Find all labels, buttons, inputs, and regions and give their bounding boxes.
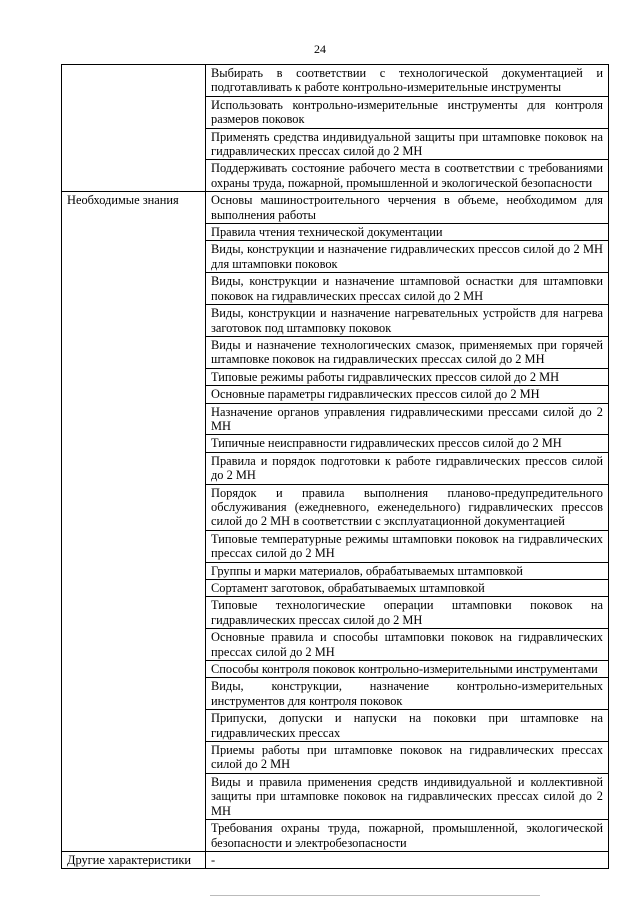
- footer-divider: [210, 895, 540, 896]
- item-cell: Типичные неисправности гидравлических прессов силой до 2 МН: [206, 435, 609, 452]
- item-cell: Припуски, допуски и напуски на поковки при штамповке на гидравлических прессах: [206, 710, 609, 742]
- item-cell: Виды, конструкции, назначение контрольно-измерительных инструментов для контроля поковок: [206, 678, 609, 710]
- item-cell: Поддерживать состояние рабочего места в соответствии с требованиями охраны труда, пожарной, промышленной и экологической безопасности: [206, 160, 609, 192]
- item-cell: Способы контроля поковок контрольно-измерительными инструментами: [206, 661, 609, 678]
- item-cell: Виды, конструкции и назначение нагревательных устройств для нагрева заготовок под штамповку поковок: [206, 305, 609, 337]
- table-row: [62, 851, 609, 868]
- item-cell: Группы и марки материалов, обрабатываемых штамповкой: [206, 562, 609, 579]
- item-cell: Применять средства индивидуальной защиты при штамповке поковок на гидравлических прессах силой до 2 МН: [206, 128, 609, 160]
- item-cell: Типовые температурные режимы штамповки поковок на гидравлических прессах силой до 2 МН: [206, 530, 609, 562]
- item-cell: Назначение органов управления гидравлическими прессами силой до 2 МН: [206, 403, 609, 435]
- page-number: 24: [314, 42, 326, 56]
- section-cell: [62, 65, 206, 192]
- item-cell: Типовые технологические операции штамповки поковок на гидравлических прессах силой до 2 МН: [206, 597, 609, 629]
- item-cell: Правила и порядок подготовки к работе гидравлических прессов силой до 2 МН: [206, 452, 609, 484]
- item-cell: Сортамент заготовок, обрабатываемых штамповкой: [206, 580, 609, 597]
- item-cell: Требования охраны труда, пожарной, промышленной, экологической безопасности и электробезопасности: [206, 820, 609, 852]
- item-cell: Порядок и правила выполнения планово-предупредительного обслуживания (ежедневного, еженедельного) гидравлических прессов силой до 2 МН в соответствии с эксплуатационной документацией: [206, 484, 609, 530]
- item-cell: -: [206, 851, 609, 868]
- section-label-knowledge: Необходимые знания: [62, 192, 206, 852]
- item-cell: Использовать контрольно-измерительные инструменты для контроля размеров поковок: [206, 96, 609, 128]
- section-label-other: Другие характеристики: [62, 851, 206, 868]
- item-cell: Виды, конструкции и назначение штамповой оснастки для штамповки поковок на гидравлических прессах силой до 2 МН: [206, 273, 609, 305]
- item-cell: Выбирать в соответствии с технологической документацией и подготавливать к работе контрольно-измерительные инструменты: [206, 65, 609, 97]
- item-cell: Виды и назначение технологических смазок, применяемых при горячей штамповке поковок на гидравлических прессах силой до 2 МН: [206, 336, 609, 368]
- requirements-table: [61, 64, 609, 869]
- item-cell: Приемы работы при штамповке поковок на гидравлических прессах силой до 2 МН: [206, 742, 609, 774]
- item-cell: Основные правила и способы штамповки поковок на гидравлических прессах силой до 2 МН: [206, 629, 609, 661]
- item-cell: Виды, конструкции и назначение гидравлических прессов силой до 2 МН для штамповки поковок: [206, 241, 609, 273]
- item-cell: Основные параметры гидравлических прессов силой до 2 МН: [206, 386, 609, 403]
- item-cell: Правила чтения технической документации: [206, 224, 609, 241]
- item-cell: Типовые режимы работы гидравлических прессов силой до 2 МН: [206, 368, 609, 385]
- item-cell: Виды и правила применения средств индивидуальной и коллективной защиты при штамповке поковок на гидравлических прессах силой до 2 МН: [206, 773, 609, 819]
- table-row: [62, 65, 609, 97]
- item-cell: Основы машиностроительного черчения в объеме, необходимом для выполнения работы: [206, 192, 609, 224]
- table-row: [62, 192, 609, 224]
